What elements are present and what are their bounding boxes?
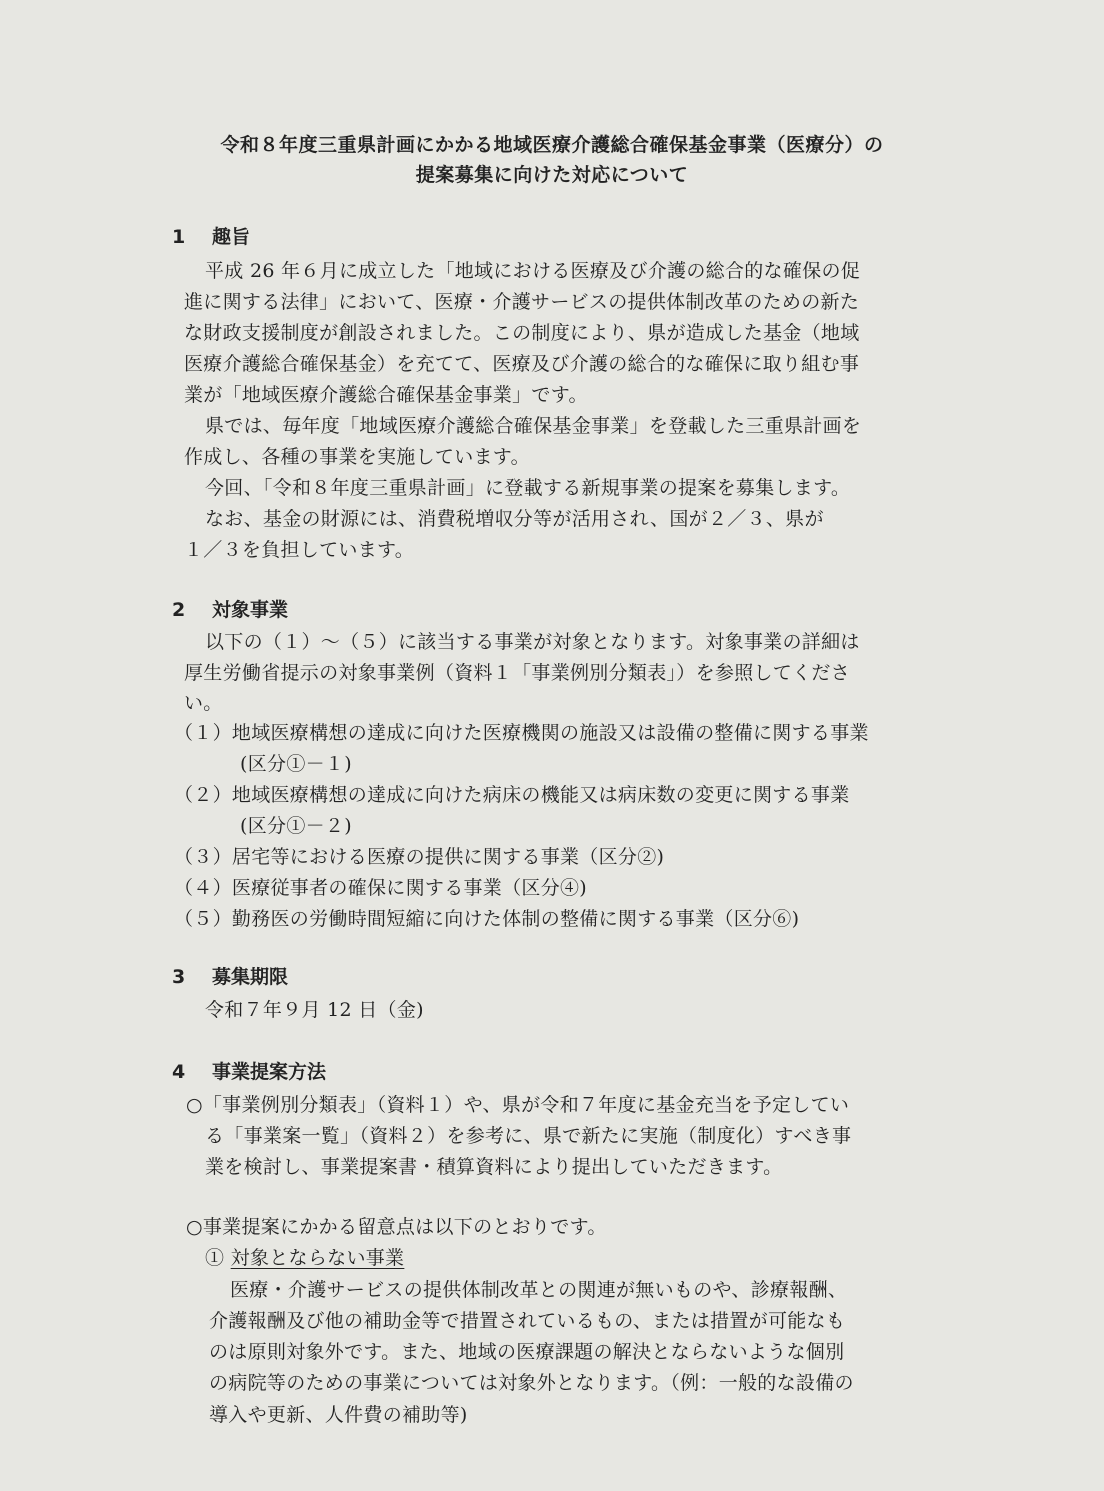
section-title: 趣旨 (212, 226, 251, 248)
body-line: ○「事業例別分類表」（資料１）や、県が令和７年度に基金充当を予定してい (186, 1094, 850, 1116)
body-line: 進に関する法律」において、医療・介護サービスの提供体制改革のための新た (184, 291, 860, 313)
section-3-heading (172, 962, 288, 989)
section-title: 事業提案方法 (212, 1061, 327, 1083)
body-line: 介護報酬及び他の補助金等で措置されているもの、または措置が可能なも (209, 1310, 846, 1332)
body-line: のは原則対象外です。また、地域の医療課題の解決とならないような個別 (209, 1341, 845, 1363)
body-line: 作成し、各種の事業を実施しています。 (184, 446, 530, 468)
body-line: 医療・介護サービスの提供体制改革との関連が無いものや、診療報酬、 (230, 1279, 848, 1301)
list-item: （４）医療従事者の確保に関する事業（区分④) (174, 877, 588, 899)
body-line: 以下の（１）～（５）に該当する事業が対象となります。対象事業の詳細は (205, 631, 860, 653)
title-line-1: 令和８年度三重県計画にかかる地域医療介護総合確保基金事業（医療分）の (220, 134, 884, 156)
body-line: 今回、「令和８年度三重県計画」に登載する新規事業の提案を募集します。 (205, 477, 851, 499)
section-title: 対象事業 (212, 599, 289, 621)
list-item: （３）居宅等における医療の提供に関する事業（区分②) (174, 846, 665, 868)
body-line: 医療介護総合確保基金）を充てて、医療及び介護の総合的な確保に取り組む事 (184, 353, 860, 375)
body-line: 導入や更新、人件費の補助等) (209, 1404, 468, 1426)
list-item: （１）地域医療構想の達成に向けた医療機関の施設又は設備の整備に関する事業 (174, 722, 869, 744)
section-4-heading (172, 1057, 326, 1084)
subheading-title: 対象とならない事業 (230, 1247, 405, 1269)
section-number: 4 (172, 1061, 186, 1083)
title-line-2: 提案募集に向けた対応について (415, 164, 689, 186)
section-number: 1 (172, 226, 186, 248)
body-line: い。 (184, 692, 223, 714)
section-number: 2 (172, 599, 186, 621)
subheading (205, 1243, 404, 1270)
list-item-note: (区分①－１) (240, 753, 352, 775)
body-line: ○事業提案にかかる留意点は以下のとおりです。 (186, 1216, 607, 1238)
body-line: 業を検討し、事業提案書・積算資料により提出していただきます。 (205, 1156, 783, 1178)
deadline-date: 令和７年９月 12 日（金) (205, 999, 424, 1021)
body-line: の病院等のための事業については対象外となります。（例：一般的な設備の (209, 1372, 854, 1394)
section-title: 募集期限 (212, 966, 289, 988)
section-number: 3 (172, 966, 186, 988)
body-line: 厚生労働省提示の対象事業例（資料１「事業例別分類表」）を参照してくださ (184, 662, 851, 684)
body-line: る「事業案一覧」（資料２）を参考に、県で新たに実施（制度化）すべき事 (205, 1125, 852, 1147)
document-title (0, 130, 1104, 190)
body-line: な財政支援制度が創設されました。この制度により、県が造成した基金（地域 (184, 322, 860, 344)
body-line: １／３を負担しています。 (184, 539, 415, 561)
body-line: 業が「地域医療介護総合確保基金事業」です。 (184, 384, 588, 406)
circled-number: ① (205, 1247, 225, 1269)
section-1-heading (172, 222, 250, 249)
list-item-note: (区分①－２) (240, 815, 352, 837)
body-line: 県では、毎年度「地域医療介護総合確保基金事業」を登載した三重県計画を (205, 415, 862, 437)
body-line: なお、基金の財源には、消費税増収分等が活用され、国が２／３、県が (205, 508, 824, 530)
list-item: （５）勤務医の労働時間短縮に向けた体制の整備に関する事業（区分⑥) (174, 908, 800, 930)
body-line: 平成 26 年６月に成立した「地域における医療及び介護の総合的な確保の促 (205, 260, 861, 282)
list-item: （２）地域医療構想の達成に向けた病床の機能又は病床数の変更に関する事業 (174, 784, 850, 806)
section-2-heading (172, 595, 288, 622)
